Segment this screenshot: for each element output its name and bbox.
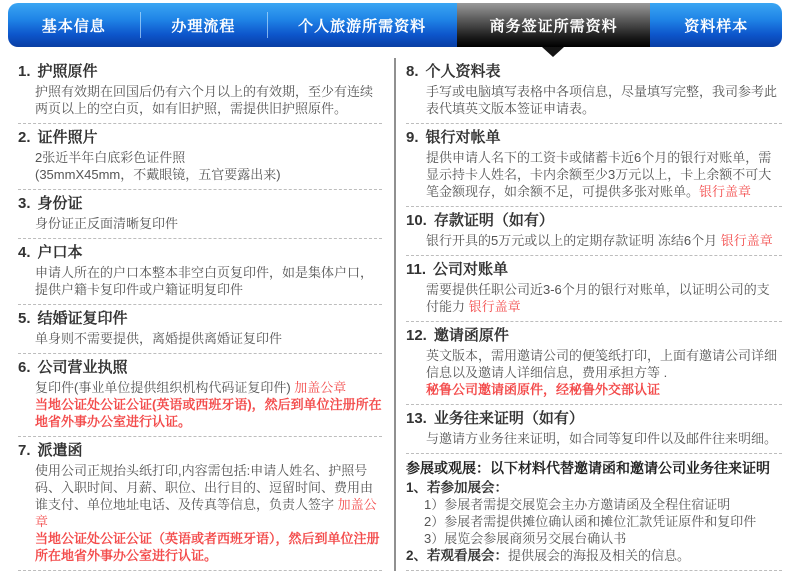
item-number: 6. <box>18 359 31 376</box>
exhibition-sub-item: 3）展览会参展商须另交展台确认书 <box>424 531 627 546</box>
tab-process[interactable]: 办理流程 <box>140 3 268 47</box>
item-heading <box>406 260 782 279</box>
item-title: 身份证 <box>37 195 83 212</box>
item-number: 13. <box>406 410 427 427</box>
item-household-register <box>18 239 382 305</box>
item-heading <box>406 128 782 147</box>
item-text: 2张近半年白底彩色证件照 <box>35 150 186 165</box>
item-deposit-certificate <box>406 207 782 256</box>
item-title: 业务往来证明（如有） <box>433 410 584 427</box>
item-id-card <box>18 190 382 239</box>
item-body <box>406 430 782 447</box>
item-title: 个人资料表 <box>425 63 501 80</box>
item-body <box>406 347 782 398</box>
item-text: 英文版本，需用邀请公司的便笺纸打印，上面有邀请公司详细信息以及邀请人详细信息，费用承担方等 . <box>426 348 778 380</box>
item-heading <box>406 62 782 81</box>
item-body <box>406 149 782 200</box>
item-body <box>18 264 382 298</box>
item-text: 护照有效期在回国后仍有六个月以上的有效期，至少有连续两页以上的空白页，如有旧护照，需提供旧护照原件。 <box>35 84 374 116</box>
exhibition-heading: 参展或观展：以下材料代替邀请函和邀请公司业务往来证明 <box>406 460 770 476</box>
item-text: 复印件(事业单位提供组织机构代码证复印件) <box>35 380 295 395</box>
item-business-relation-proof <box>406 405 782 454</box>
item-text: 银行开具的5万元或以上的定期存款证明 冻结6个月 <box>426 233 721 248</box>
item-red-note: 银行盖章 <box>468 299 521 314</box>
exhibition-sub-item: 1）参展者需提交展览会主办方邀请函及全程住宿证明 <box>424 497 731 512</box>
item-red-note: 银行盖章 <box>699 184 752 199</box>
item-text: 需要提供任职公司近3-6个月的银行对账单，以证明公司的支付能力 <box>426 282 770 314</box>
item-company-statement <box>406 256 782 322</box>
item-body <box>18 149 382 183</box>
exhibition-attend-label: 1、若参加展会： <box>406 480 509 495</box>
item-number: 9. <box>406 129 419 146</box>
tab-personal-tourism-docs[interactable]: 个人旅游所需资料 <box>267 3 457 47</box>
item-red-bold-note: 当地公证处公证公证(英语或西班牙语)，然后到单位注册所在地省外事办公室进行认证。 <box>35 397 382 429</box>
item-text-line2: (35mmX45mm，不戴眼镜，五官要露出来) <box>35 167 281 182</box>
item-number: 7. <box>18 442 31 459</box>
item-number: 12. <box>406 327 427 344</box>
item-passport <box>18 58 382 124</box>
item-text: 提供申请人名下的工资卡或储蓄卡近6个月的银行对账单，需显示持卡人姓名，卡内余额至少3万元以上，卡上余额不可大笔金额现存，如余额不足，可提供多张对账单。 <box>426 150 772 199</box>
item-heading <box>18 243 382 262</box>
item-heading <box>406 211 782 230</box>
item-title: 邀请函原件 <box>433 327 509 344</box>
item-number: 10. <box>406 212 427 229</box>
item-title: 银行对帐单 <box>425 129 501 146</box>
item-marriage-certificate <box>18 305 382 354</box>
item-number: 8. <box>406 63 419 80</box>
item-title: 公司营业执照 <box>37 359 128 376</box>
exhibition-visit-label: 2、若观看展会： <box>406 548 509 563</box>
item-body <box>18 215 382 232</box>
active-tab-pointer-icon <box>542 47 564 57</box>
item-heading <box>18 194 382 213</box>
item-number: 3. <box>18 195 31 212</box>
item-heading <box>18 441 382 460</box>
tab-strip <box>8 3 782 47</box>
item-text: 单身则不需要提供，离婚提供离婚证复印件 <box>35 331 283 346</box>
item-text: 手写或电脑填写表格中各项信息，尽量填写完整，我司参考此表代填英文版本签证申请表。 <box>426 84 778 116</box>
item-personal-info-form <box>406 58 782 124</box>
item-heading <box>406 326 782 345</box>
item-red-note: 银行盖章 <box>720 233 773 248</box>
item-number: 5. <box>18 310 31 327</box>
item-red-note: 加盖公章 <box>294 380 347 395</box>
item-heading <box>18 358 382 377</box>
item-title: 存款证明（如有） <box>433 212 554 229</box>
item-business-license <box>18 354 382 437</box>
right-column <box>396 58 790 571</box>
item-body <box>18 462 382 564</box>
item-photo <box>18 124 382 190</box>
item-number: 11. <box>406 261 427 278</box>
item-invitation-letter <box>406 322 782 405</box>
item-title: 户口本 <box>37 244 83 261</box>
tab-sample-docs[interactable]: 资料样本 <box>684 17 749 35</box>
tab-basic-info[interactable]: 基本信息 <box>41 17 106 35</box>
item-heading <box>406 409 782 428</box>
item-heading <box>18 309 382 328</box>
content-area <box>0 58 790 571</box>
exhibition-visit-text: 提供展会的海报及相关的信息。 <box>508 548 691 563</box>
item-title: 护照原件 <box>37 63 98 80</box>
item-body <box>406 232 782 249</box>
item-dispatch-letter <box>18 437 382 571</box>
item-heading <box>18 128 382 147</box>
item-bank-statement <box>406 124 782 207</box>
item-text: 与邀请方业务往来证明，如合同等复印件以及邮件往来明细。 <box>426 431 778 446</box>
item-title: 派遣函 <box>37 442 83 459</box>
item-number: 2. <box>18 129 31 146</box>
item-heading <box>18 62 382 81</box>
item-red-bold-note: 秘鲁公司邀请函原件，经秘鲁外交部认证 <box>426 382 661 397</box>
item-title: 证件照片 <box>37 129 98 146</box>
exhibition-visit-line <box>406 547 782 564</box>
item-number: 4. <box>18 244 31 261</box>
tab-business-visa-docs[interactable]: 商务签证所需资料 <box>457 3 651 47</box>
item-red-note: 加盖公章 <box>35 497 377 529</box>
item-text: 申请人所在的户口本整本非空白页复印件，如是集体户口，提供户籍卡复印件或户籍证明复印件 <box>35 265 374 297</box>
item-body <box>406 83 782 117</box>
item-title: 公司对账单 <box>433 261 509 278</box>
item-text: 身份证正反面清晰复印件 <box>35 216 179 231</box>
item-text: 使用公司正规抬头纸打印,内容需包括:申请人姓名、护照号码、入职时间、月薪、职位、出行目的、逗留时间、费用由谁支付、单位地址电话、及传真等信息，负责人签字 <box>35 463 374 512</box>
item-body <box>18 330 382 347</box>
item-number: 1. <box>18 63 31 80</box>
item-title: 结婚证复印件 <box>37 310 128 327</box>
tab-bar <box>8 3 782 47</box>
item-body <box>18 83 382 117</box>
item-body <box>406 281 782 315</box>
item-body <box>18 379 382 430</box>
exhibition-sub-item: 2）参展者需提供摊位确认函和摊位汇款凭证原件和复印件 <box>424 514 757 529</box>
exhibition-section <box>406 454 782 571</box>
item-red-bold-note: 当地公证处公证公证（英语或者西班牙语），然后到单位注册所在地省外事办公室进行认证。 <box>35 531 380 563</box>
left-column <box>0 58 396 571</box>
